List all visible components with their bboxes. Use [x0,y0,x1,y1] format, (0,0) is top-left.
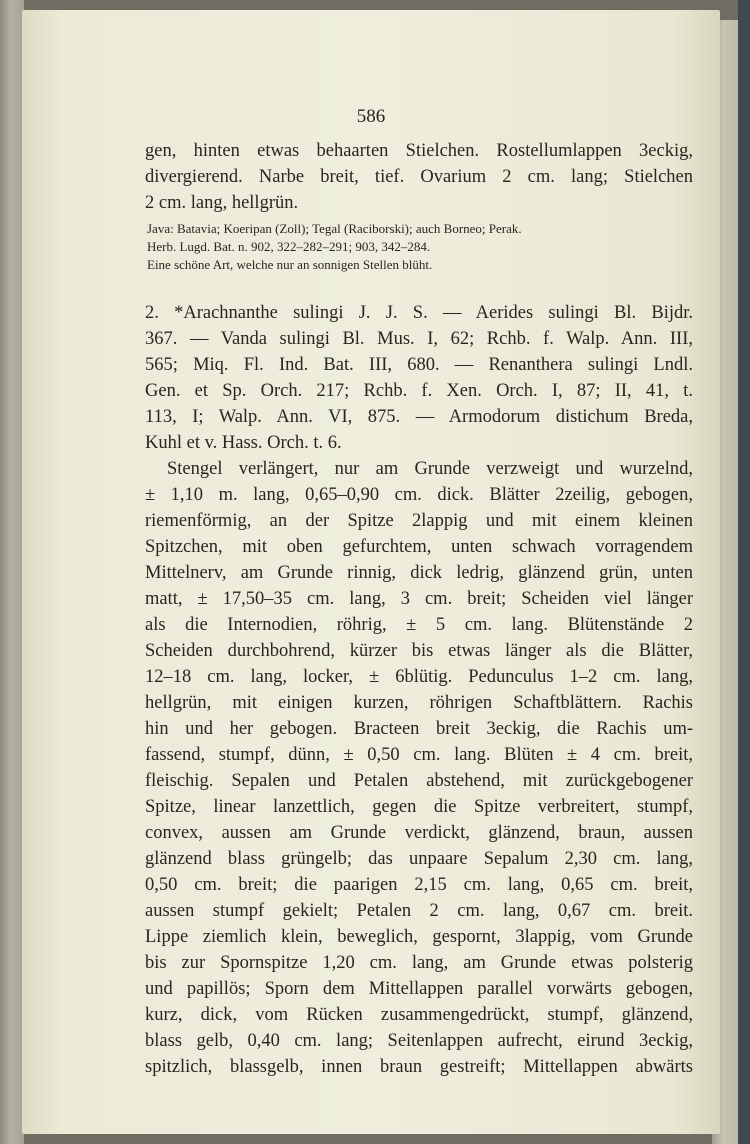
text-line: Mittelnerv, am Grunde rinnig, dick ledrig, glänzend grün, unten [145,563,693,583]
text-line: 2 cm. lang, hellgrün. [145,193,299,213]
species-line: 367. — Vanda sulingi Bl. Mus. I, 62; Rchb. f. Walp. Ann. III, [145,329,693,349]
book-cover-strip [738,0,750,1144]
specimen-notes [145,220,693,274]
text-line: blass gelb, 0,40 cm. lang; Seitenlappen aufrecht, eirund 3eckig, [145,1031,693,1051]
book-left-edge [0,0,24,1144]
text-line: hellgrün, mit einigen kurzen, röhrigen Schaftblättern. Rachis [145,693,693,713]
book-page [22,10,720,1134]
continued-paragraph [145,138,693,216]
text-line: Scheiden durchbohrend, kürzer bis etwas länger als die Blätter, [145,641,693,661]
text-line: und papillös; Sporn dem Mittellappen parallel vorwärts gebogen, [145,979,693,999]
text-line: convex, aussen am Grunde verdickt, glänzend, braun, aussen [145,823,693,843]
herbarium-line: Herb. Lugd. Bat. n. 902, 322–282–291; 903, 342–284. [147,239,431,254]
text-line: bis zur Spornspitze 1,20 cm. lang, am Grunde etwas polsterig [145,953,693,973]
page-number: 586 [356,106,386,127]
species-line: Kuhl et v. Hass. Orch. t. 6. [145,433,342,453]
text-line: riemenförmig, an der Spitze 2lappig und mit einem kleinen [145,511,693,531]
text-line: aussen stumpf gekielt; Petalen 2 cm. lang, 0,67 cm. breit. [145,901,693,921]
text-line: matt, ± 17,50–35 cm. lang, 3 cm. breit; Scheiden viel länger [145,589,693,609]
text-line: fleischig. Sepalen und Petalen abstehend, mit zurückgebogener [145,771,693,791]
text-line: 12–18 cm. lang, locker, ± 6blütig. Pedunculus 1–2 cm. lang, [145,667,693,687]
text-line: ± 1,10 m. lang, 0,65–0,90 cm. dick. Blätter 2zeilig, gebogen, [145,485,693,505]
text-line: spitzlich, blassgelb, innen braun gestreift; Mittellappen abwärts [145,1057,693,1077]
text-line: Spitzchen, mit oben gefurchtem, unten schwach vorragendem [145,537,693,557]
text-line: 0,50 cm. breit; die paarigen 2,15 cm. lang, 0,65 cm. breit, [145,875,693,895]
species-line: 2. *Arachnanthe sulingi J. J. S. — Aerides sulingi Bl. Bijdr. [145,303,693,323]
text-line: Spitze, linear lanzettlich, gegen die Spitze verbreitert, stumpf, [145,797,693,817]
remark-line: Eine schöne Art, welche nur an sonnigen Stellen blüht. [147,257,433,272]
species-line: 113, I; Walp. Ann. VI, 875. — Armodorum distichum Breda, [145,407,693,427]
locality-line: Java: Batavia; Koeripan (Zoll); Tegal (Raciborski); auch Borneo; Perak. [147,221,522,236]
text-line: hin und her gebogen. Bracteen breit 3eckig, die Rachis um- [145,719,693,739]
text-line: kurz, dick, vom Rücken zusammengedrückt, stumpf, glänzend, [145,1005,693,1025]
species-heading [145,300,693,456]
description-paragraph [145,456,693,1080]
page-text [145,138,693,1080]
text-line: fassend, stumpf, dünn, ± 0,50 cm. lang. Blüten ± 4 cm. breit, [145,745,693,765]
species-line: 565; Miq. Fl. Ind. Bat. III, 680. — Renanthera sulingi Lndl. [145,355,693,375]
text-line: gen, hinten etwas behaarten Stielchen. Rostellumlappen 3eckig, [145,141,693,161]
text-line: Lippe ziemlich klein, beweglich, gespornt, 3lappig, vom Grunde [145,927,693,947]
text-line: glänzend blass grüngelb; das unpaare Sepalum 2,30 cm. lang, [145,849,693,869]
text-line: Stengel verlängert, nur am Grunde verzweigt und wurzelnd, [167,459,693,479]
species-line: Gen. et Sp. Orch. 217; Rchb. f. Xen. Orch. I, 87; II, 41, t. [145,381,693,401]
text-line: divergierend. Narbe breit, tief. Ovarium 2 cm. lang; Stielchen [145,167,693,187]
text-line: als die Internodien, röhrig, ± 5 cm. lang. Blütenstände 2 [145,615,693,635]
